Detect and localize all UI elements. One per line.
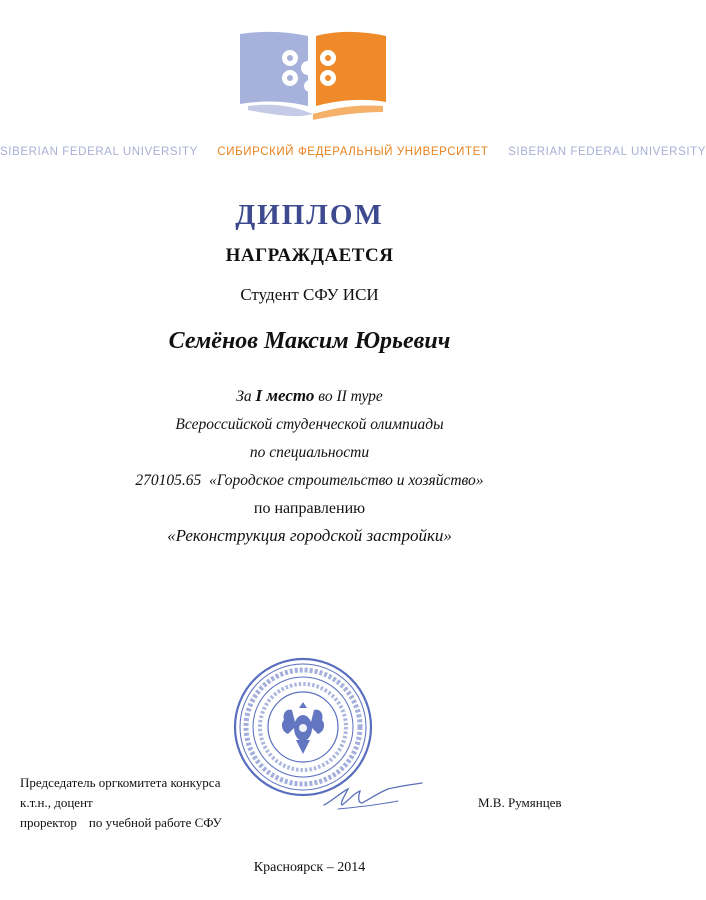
- signature-line-3: [20, 815, 222, 831]
- award-line-3: по специальности: [249, 444, 370, 461]
- award-line-6: «Реконструкция городской застройки»: [167, 526, 452, 545]
- signature-position: проректор: [20, 815, 77, 830]
- signature-line-2: к.т.н., доцент: [20, 795, 93, 810]
- award-line-1-prefix: За: [236, 388, 256, 405]
- specialty-code: 270105.65: [135, 472, 202, 489]
- award-line-1: [0, 386, 619, 407]
- banner-center-ru: СИБИРСКИЙ ФЕДЕРАЛЬНЫЙ УНИВЕРСИТЕТ: [217, 146, 489, 158]
- signature-department: по учебной работе СФУ: [88, 815, 222, 830]
- award-line-5: по направлению: [253, 500, 366, 517]
- banner-left-en: SIBERIAN FEDERAL UNIVERSITY: [0, 146, 198, 158]
- handwritten-signature-icon: [318, 775, 428, 815]
- sfu-logo-icon: [238, 28, 388, 128]
- award-line-4: [0, 471, 619, 491]
- diploma-title: ДИПЛОМ: [235, 199, 384, 231]
- signer-name: М.В. Румянцев: [478, 795, 562, 810]
- awarded-heading: НАГРАЖДАЕТСЯ: [225, 245, 394, 266]
- recipient-type: Студент СФУ ИСИ: [240, 285, 379, 304]
- award-place: I место: [255, 386, 315, 405]
- banner-right-en: SIBERIAN FEDERAL UNIVERSITY: [508, 146, 706, 158]
- specialty-name: «Городское строительство и хозяйство»: [209, 472, 484, 489]
- recipient-name: Семёнов Максим Юрьевич: [168, 328, 451, 354]
- award-line-1-suffix: во II туре: [314, 388, 383, 405]
- university-banner: [0, 143, 706, 161]
- signature-line-1: Председатель оргкомитета конкурса: [20, 775, 221, 790]
- award-line-2: Всероссийской студенческой олимпиады: [175, 416, 444, 433]
- place-year: Красноярск – 2014: [253, 860, 366, 875]
